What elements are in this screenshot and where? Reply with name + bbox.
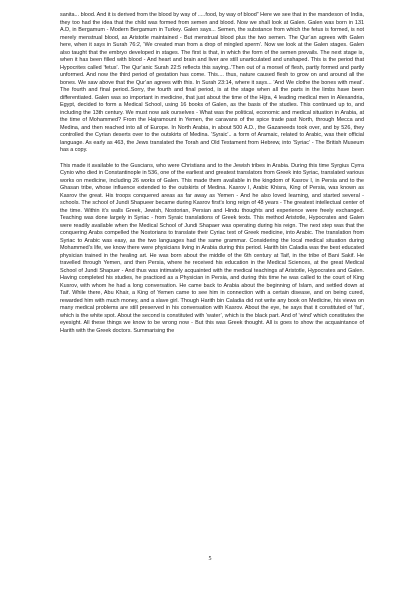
paragraph-2: This made it available to the Guscians, who were Christians and to the Jewish tribes in Arabia. During this time Syrgius Cyrra Cynio who died in Constantinople in 536, one of the earliest and greatest translators from Greek into Syriac, translated various works on medicine, including 26 works of Galen. This made them available in the kingdom of Kasrov I, in Persia and to the Ghasan tribe, whose influence extended to the outskirts of Medina. Kasrov I, Arabic Khisra, King of Persia, was known as Kasrov the great. His troops conquered areas as far away as Yemen - And he also loved learning, and started several - schools. The school of Jundi Shapueer became during Kasrov first’s long reign of 48 years - The greatest intellectual center of the time. Within it’s walls Greek, Jewish, Nostorian, Persian and Hindu thoughts and experience were freely exchanged. Teaching was done largely in Syriac - from Syraic translations of Greek texts. This method Aristotle, Hypocrates and Galen were readily available when the Medical School of Jundi Shapaer was operating during his reign. The next step was that the conquering Arabs compelled the Nostorians to translate their Cyriac text of Greek medicine, into Arabic. The translation from Syriac to Arabic was easy, as the two languages had the same grammar. Considering the local medical situation during Mohammed’s life, we know there were physicians living in Arabia during this period. Harith bin Caladia was the best educated physician trained in the healing art. He was born about the middle of the 6th century at Taif, in the tribe of Bani Sakif. He travelled through Yemen, and then Persia, where he received his education in the Medical Sciences, at the great Medical School of Jundi Shapuer - And thus was intimately acquainted with the medical teachings af Aristotle, Hypocrates and Galen. Having completed his studies, he practiced as a Physician in Persia, and during this time he was called to the court of King Kusrov, with whom he had a long conversation. He came back to Arabia about the beginning of Islam, and settled down at Taif. While there, Abu Khair, a King of Yemen came to see him in connection with a certain disease, and on being cured, rewarded him with much money, and a slave girl. Though Harith bin Caladia did not write any book on Medicine, his views on many medical problems are still preserved in his conversation with Kasrov. About the eye, he says that it constituted of ‘fat’, which is the white spot. About the second is constituted with ‘water’, which is the black part. And of ‘wind’ which constitutes the eyesight. All these things we know to be wrong now - But this was Greek thought. All is goes to show the acquaintance of Harith with the Greek doctors. Summarising the — [60, 162, 364, 334]
body-text — [60, 12, 364, 343]
paragraph-1: sanita... blood. And it is derived from the blood by way of .....food, by way of blood” Here we see that in the mandeson of India, they too had the idea that the child was formed from semen and blood. Now we shall look at Galen. Galen was born in 131 A.D, in Bergamum - Modern Bergamum in Turkey. Galen says... Semen, the substance from which the fetus is formed, is not merely menstrual blood, as Aristotle maintained - But menstrual blood plus the two semen. The Qur’an agrees with Galen here, when it says in Surah 76:2, ‘We created man from a drop of mingled sperm’. Now we look at the Galen stages. Galen also taught that the embryo developed in stages. The first is that, in which the form of the semen prevails. The next stage is, when it has been filled with blood - And heart and brain and liver are still unarticulated and unshaped. This is the period that Hypocrites called ‘fetus’. The Qur’anic Surah 22:5 reflects this saying..’Then out of a morsel of flesh, partly formed and partly unformed. And now the third period of gestation has come. This.... thus, nature caused flesh to grow on and around all the bones. We saw above that the Qur’an agrees with this. In Surah 23:14, where it says... ‘And We clothe the bones with meat’. The fourth and final period..Sorry, the fourth and final period, is at the stage when all the parts in the limbs have been differentiated. Galen was so important in medicine, that just about the time of the Hijra, 4 leading medical men in Alexandria, Egypt, decided to form a Medical School, using 16 books of Galen, as the basis of the studies. This continued up to, and including the 13th century. We must now ask ourselves - What was the political, economic and medical situation in Arabia, at the time of Mohammed? From the Hajramount in Yemen, the caravans of the spice trade past North, through Mecca and Medina, and then reached into all of Europe. In North Arabia, in about 500 A.D., the Gazaneeds took over, and by 526, they controlled the Cyrian deserts over to the outskirts of Medina. ‘Syraic’.. a form of Aramaic, related to Arabic, was their official language. As early as 463, the Jews translated the Torah and Old Testament from Hebrew, into ‘Syriac’ - The British Museum has a copy. — [60, 12, 364, 153]
page-number: 5 — [208, 556, 212, 562]
